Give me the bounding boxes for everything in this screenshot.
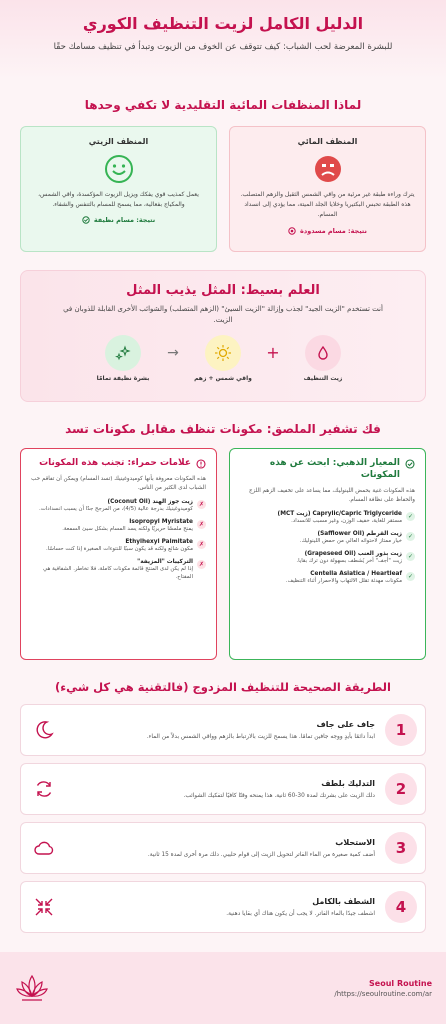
step-number: 4	[385, 891, 417, 923]
moon-icon	[33, 719, 55, 741]
page-header	[0, 0, 446, 80]
ingredient-name: Centella Asiatica / Heartleaf	[310, 571, 402, 578]
formula-label-1: زيت التنظيف	[303, 375, 343, 382]
red-column-intro: هذه المكونات معروفة بأنها كوميدوغينيك (تسد المسام) ويمكن أن تفاقم حب الشباب لدى الكثير من الناس.	[31, 476, 206, 492]
refresh-icon	[33, 778, 55, 800]
ingredient-columns	[0, 448, 446, 660]
page-title: الدليل الكامل لزيت التنظيف الكوري	[82, 14, 364, 33]
brand-name: Seoul Routine	[369, 978, 432, 988]
step-desc: ابدأ دائمًا بأيدٍ ووجه جافين تمامًا. هذا يسمح للزيت بالارتباط بالزهم وواقي الشمس بدلاً من الماء.	[146, 734, 375, 740]
step-card	[20, 881, 426, 933]
ingredient-desc: خيار ممتاز لاحتوائه العالي من حمض اللينوليك.	[299, 538, 402, 545]
step-desc: أضف كمية صغيرة من الماء الفاتر لتحويل الزيت إلى قوام حليبي. دلك مرة أخرى لمدة 15 ثانية.	[147, 852, 375, 858]
oil-result-label: نتيجة: مسام نظيفة	[93, 216, 156, 225]
red-flags-column	[20, 448, 217, 660]
step-number: 3	[385, 832, 417, 864]
check-icon: ✓	[407, 533, 414, 541]
method-steps	[0, 704, 446, 933]
decode-section-title: فك تشفير الملصق: مكونات تنظف مقابل مكونات تسد	[65, 422, 381, 436]
page-subtitle: للبشرة المعرضة لحب الشباب: كيف تتوقف عن الخوف من الزيوت وتبدأ في تنظيف مسامك حقًا	[53, 42, 393, 52]
why-section-title: لماذا المنظفات المائية التقليدية لا تكفي وحدها	[84, 98, 362, 112]
x-icon: ✗	[198, 561, 205, 569]
water-card-text: يترك وراءه طبقة غير مرئية من واقي الشمس الثقيل والزهم المتصلب. هذه الطبقة تحبس البكتيريا وخلايا الجلد الميتة، مما يؤدي إلى انسداد المسام.	[240, 191, 415, 219]
step-card	[20, 763, 426, 815]
ingredient-name: زيت بذور العنب (Grapeseed Oil)	[304, 551, 402, 558]
lotus-icon	[14, 970, 50, 1006]
x-icon: ✗	[198, 521, 205, 529]
list-item	[31, 499, 206, 513]
oil-card-result	[31, 216, 206, 224]
red-column-title: علامات حمراء: تجنب هذه المكونات	[39, 458, 191, 468]
water-card-result	[240, 227, 415, 235]
list-item	[240, 551, 415, 565]
check-circle-icon	[82, 216, 90, 224]
arrow-icon: →	[167, 344, 179, 361]
x-icon: ✗	[198, 501, 205, 509]
frowning-face-icon	[313, 154, 343, 184]
list-item	[31, 539, 206, 553]
check-icon: ✓	[407, 553, 414, 561]
ingredient-desc: إذا لم يكن لدى المنتج قائمة مكونات كاملة، فلا تخاطر. الشفافية هي المفتاح.	[43, 566, 193, 581]
water-card-title: المنظف المائي	[297, 137, 358, 146]
ingredient-desc: مستقر للغاية، خفيف الوزن، وغير مسبب للانسداد.	[291, 518, 402, 525]
ingredient-desc: مكون شائع ولكنه قد يكون سببًا للنتوءات الصغيرة إذا كنت حساسًا.	[45, 546, 193, 553]
list-item	[31, 559, 206, 581]
plus-icon: +	[266, 343, 280, 362]
step-title: الشطف بالكامل	[312, 897, 375, 906]
block-icon	[288, 227, 296, 235]
water-result-label: نتيجة: مسام مسدودة	[300, 226, 367, 235]
list-item	[240, 531, 415, 545]
science-formula	[21, 335, 425, 382]
ingredient-name: زيت جوز الهند (Coconut Oil)	[107, 499, 193, 506]
method-section-title: الطريقة الصحيحة للتنظيف المزدوج (فالتقنية هي كل شيء)	[55, 680, 391, 694]
ingredient-name: Isopropyl Myristate	[129, 519, 193, 526]
cloud-icon	[33, 837, 55, 859]
check-icon: ✓	[407, 513, 414, 521]
gold-column-header	[240, 457, 415, 481]
formula-cleansing-oil	[293, 335, 353, 382]
science-text: أنت تستخدم "الزيت الجيد" لجذب وإزالة "الزيت السيئ" (الزهم المتصلب) والشوائب الأخرى القابلة للذوبان في الزيت.	[63, 305, 383, 324]
list-item	[240, 571, 415, 585]
ingredient-desc: زيت "أجف" أخر يُشطف بسهولة دون ترك بقايا.	[296, 558, 402, 565]
oil-card-text: يعمل كمذيب قوي يفكك ويزيل الزيوت المؤكسدة، واقي الشمس، والمكياج بفعالية، مما يسمح للمسام بالتنفس والشفاء.	[38, 191, 199, 209]
cleanser-comparison	[0, 126, 446, 252]
step-card	[20, 704, 426, 756]
smiling-face-icon	[104, 154, 134, 184]
x-icon: ✗	[198, 541, 205, 549]
page-footer	[0, 952, 446, 1024]
alert-circle-icon	[196, 459, 206, 469]
step-title: جاف على جاف	[316, 720, 375, 729]
gold-column-title: المعيار الذهبي: ابحث عن هذه المكونات	[269, 458, 400, 481]
step-desc: اشطف جيدًا بالماء الفاتر. لا يجب أن يكون هناك أي بقايا دهنية.	[226, 911, 375, 917]
sparkle-icon	[105, 335, 141, 371]
list-item	[31, 519, 206, 533]
oil-drop-icon	[305, 335, 341, 371]
formula-clean-skin	[93, 335, 153, 382]
ingredient-name: Caprylic/Capric Triglyceride (زيت MCT)	[277, 511, 402, 518]
oil-card-title: المنظف الزيتي	[88, 137, 149, 146]
science-title: العلم بسيط: المثل يذيب المثل	[126, 283, 320, 298]
ingredient-desc: كوميدوغينيك بدرجة عالية (4/5)، من المرجح جدًا أن يسبب انسدادات.	[39, 506, 193, 513]
gold-standard-column	[229, 448, 426, 660]
step-desc: دلك الزيت على بشرتك لمدة 30-60 ثانية. هذا يمنحه وقتًا كافيًا لتفكيك الشوائب.	[183, 793, 375, 799]
compress-icon	[33, 896, 55, 918]
brand-block	[334, 979, 432, 998]
ingredient-desc: مكونات مهدئة تقلل الالتهاب والاحمرار أثناء التنظيف.	[285, 578, 402, 585]
formula-sunscreen-sebum	[193, 335, 253, 382]
step-number: 2	[385, 773, 417, 805]
science-section	[20, 270, 426, 402]
oil-cleanser-card	[20, 126, 217, 252]
ingredient-name: زيت القرطم (Safflower Oil)	[317, 531, 402, 538]
step-title: التدليك بلطف	[321, 779, 375, 788]
formula-label-2: واقي شمس + زهم	[194, 375, 252, 382]
list-item	[240, 511, 415, 525]
formula-label-3: بشرة نظيفة تمامًا	[96, 375, 150, 382]
ingredient-name: التركيبات "المزيفة"	[137, 559, 193, 566]
check-icon: ✓	[407, 573, 414, 581]
sun-icon	[205, 335, 241, 371]
ingredient-desc: يمنح ملمسًا حريريًا ولكنه يسد المسام بشكل سيئ السمعة.	[62, 526, 193, 533]
step-number: 1	[385, 714, 417, 746]
brand-url[interactable]: https://seoulroutine.com/ar/	[334, 989, 432, 998]
ingredient-name: Ethylhexyl Palmitate	[125, 539, 193, 546]
step-card	[20, 822, 426, 874]
check-circle-icon	[405, 459, 415, 469]
red-column-header	[31, 457, 206, 469]
step-title: الاستحلاب	[335, 838, 375, 847]
water-cleanser-card	[229, 126, 426, 252]
gold-column-intro: هذه المكونات غنية بحمض اللينوليك، مما يساعد على تخفيف الزهم اللزج والحفاظ على نظافة المسام.	[248, 488, 415, 504]
